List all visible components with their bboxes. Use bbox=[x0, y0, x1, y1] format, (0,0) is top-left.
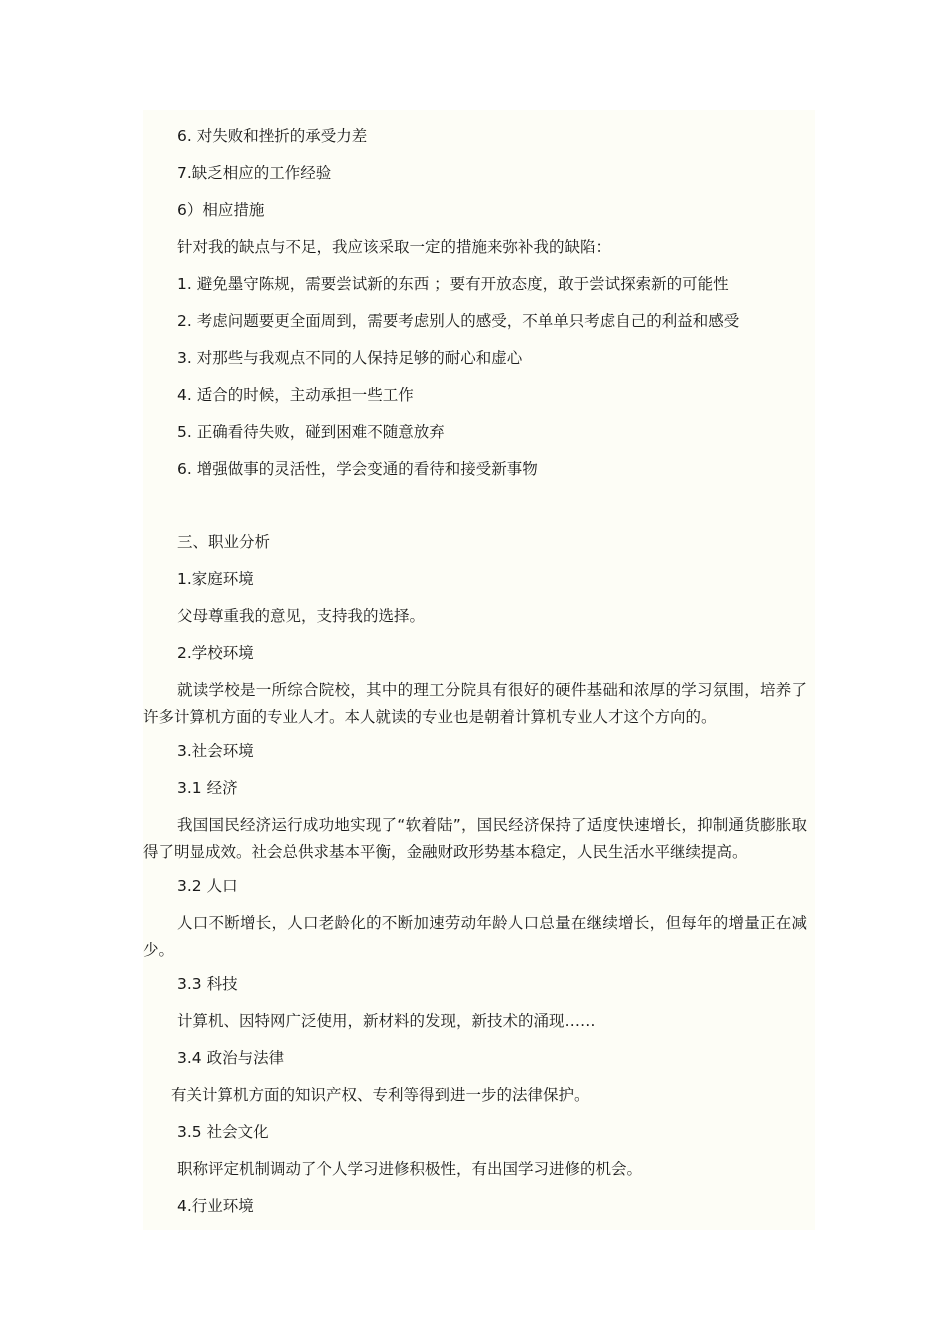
measures-intro: 针对我的缺点与不足，我应该采取一定的措施来弥补我的缺陷： bbox=[177, 238, 612, 256]
school-heading: 2.学校环境 bbox=[177, 644, 254, 662]
school-text: 就读学校是一所综合院校，其中的理工分院具有很好的硬件基础和浓厚的学习氛围，培养了许多计算机方面的专业人才。本人就读的专业也是朝着计算机专业人才这个方向的。 bbox=[143, 681, 807, 726]
law-text: 有关计算机方面的知识产权、专利等得到进一步的法律保护。 bbox=[171, 1086, 590, 1104]
tech-text: 计算机、因特网广泛使用，新材料的发现，新技术的涌现…… bbox=[177, 1012, 596, 1030]
measure-item-2: 2. 考虑问题要更全面周到，需要考虑别人的感受，不单单只考虑自己的利益和感受 bbox=[177, 312, 740, 330]
economy-heading: 3.1 经济 bbox=[177, 779, 238, 797]
measure-item-1: 1. 避免墨守陈规，需要尝试新的东西 ；要有开放态度，敢于尝试探索新的可能性 bbox=[177, 275, 729, 293]
measure-item-4: 4. 适合的时候，主动承担一些工作 bbox=[177, 386, 414, 404]
population-heading: 3.2 人口 bbox=[177, 877, 238, 895]
measure-item-5: 5. 正确看待失败，碰到困难不随意放弃 bbox=[177, 423, 445, 441]
measures-heading: 6）相应措施 bbox=[177, 201, 265, 219]
weakness-item-6: 6. 对失败和挫折的承受力差 bbox=[177, 127, 368, 145]
economy-text: 我国国民经济运行成功地实现了“软着陆”，国民经济保持了适度快速增长，抑制通货膨胀取得了明显成效。社会总供求基本平衡，金融财政形势基本稳定，人民生活水平继续提高。 bbox=[143, 816, 807, 861]
section-heading-career: 三、职业分析 bbox=[177, 533, 271, 551]
family-heading: 1.家庭环境 bbox=[177, 570, 254, 588]
law-heading: 3.4 政治与法律 bbox=[177, 1049, 285, 1067]
weakness-item-7: 7.缺乏相应的工作经验 bbox=[177, 164, 332, 182]
culture-text: 职称评定机制调动了个人学习进修积极性，有出国学习进修的机会。 bbox=[177, 1160, 643, 1178]
family-text: 父母尊重我的意见，支持我的选择。 bbox=[177, 607, 426, 625]
society-heading: 3.社会环境 bbox=[177, 742, 254, 760]
industry-heading: 4.行业环境 bbox=[177, 1197, 254, 1215]
population-text: 人口不断增长，人口老龄化的不断加速劳动年龄人口总量在继续增长，但每年的增量正在减少。 bbox=[143, 914, 807, 959]
culture-heading: 3.5 社会文化 bbox=[177, 1123, 269, 1141]
measure-item-3: 3. 对那些与我观点不同的人保持足够的耐心和虚心 bbox=[177, 349, 523, 367]
measure-item-6: 6. 增强做事的灵活性，学会变通的看待和接受新事物 bbox=[177, 460, 538, 478]
tech-heading: 3.3 科技 bbox=[177, 975, 238, 993]
content-area bbox=[143, 110, 815, 1230]
